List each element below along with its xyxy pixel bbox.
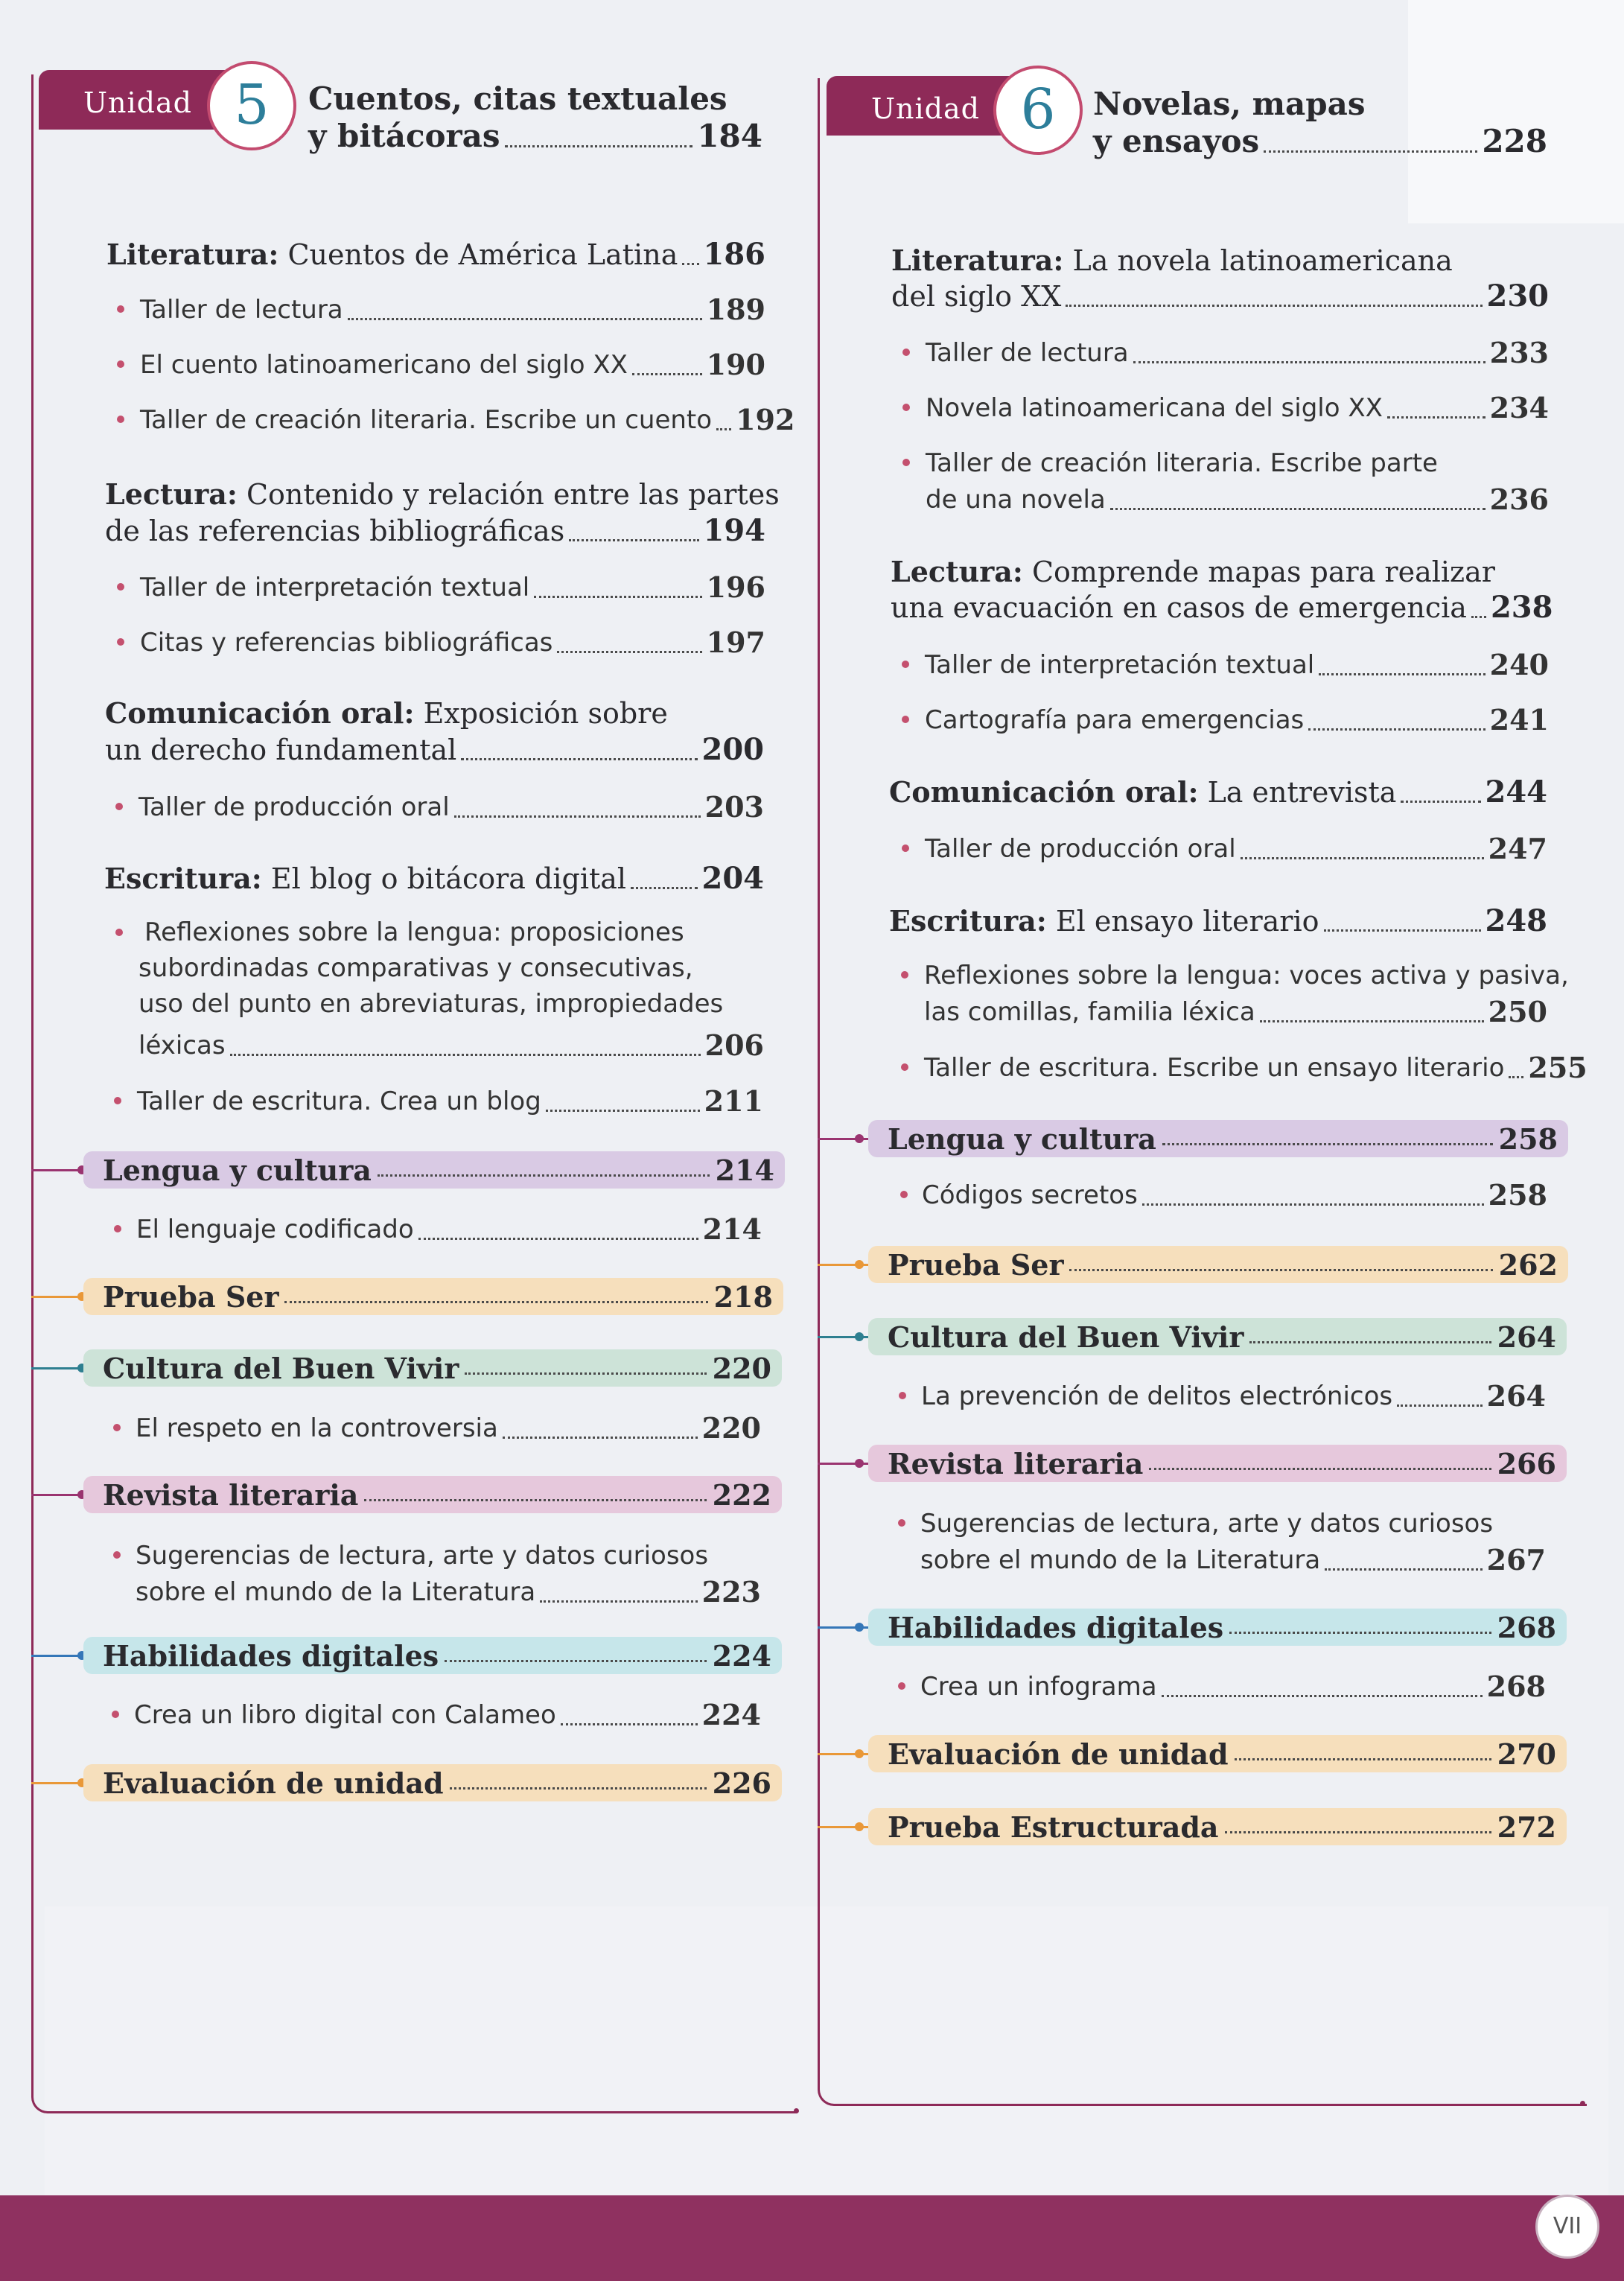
page-number: 226 (712, 1766, 771, 1800)
bar-evaluacion-unidad[interactable] (868, 1735, 1567, 1772)
section-title-line2: un derecho fundamental (105, 734, 457, 766)
bullet-icon (899, 1392, 906, 1399)
item-label-line2: de una novela (926, 485, 1106, 515)
page-number: 267 (1486, 1543, 1546, 1577)
leader-dots (1264, 150, 1477, 153)
bullet-icon (902, 404, 910, 411)
page-number: 197 (706, 626, 765, 659)
page-number: 244 (1485, 774, 1547, 809)
leader-dots (1397, 1404, 1483, 1407)
unit-5-number: 5 (207, 61, 296, 150)
leader-dots (1069, 1269, 1492, 1271)
page-number: 250 (1488, 995, 1547, 1028)
item-label-line2: las comillas, familia léxica (924, 997, 1255, 1027)
item-label: Cartografía para emergencias (925, 705, 1305, 735)
item-label: Crea un libro digital con Calameo (134, 1700, 556, 1730)
toc-item-taller-lectura[interactable] (926, 335, 1549, 371)
bullet-icon (898, 1682, 905, 1690)
toc-item-reflexiones-line1 (924, 958, 1569, 993)
item-label: Códigos secretos (922, 1180, 1138, 1210)
item-label: La prevención de delitos electrónicos (921, 1381, 1393, 1411)
bar-prueba-estructurada[interactable] (868, 1808, 1567, 1845)
page-number: 224 (712, 1638, 771, 1673)
bullet-icon (902, 349, 910, 356)
section-heading: Escritura: (104, 862, 262, 895)
leader-dots (1110, 508, 1486, 510)
bar-label: Cultura del Buen Vivir (103, 1351, 459, 1385)
frame-end-dot (1580, 2101, 1585, 2106)
leader-dots (1066, 305, 1482, 307)
item-label: Taller de interpretación textual (925, 650, 1315, 680)
item-label-line1: Reflexiones sobre la lengua: proposiciones (144, 917, 684, 947)
bar-revista-literaria[interactable] (868, 1445, 1567, 1482)
leader-dots (1162, 1143, 1493, 1145)
toc-entry-lectura[interactable] (891, 590, 1553, 626)
item-label-line2: sobre el mundo de la Literatura (920, 1545, 1321, 1575)
page-number: 258 (1488, 1178, 1547, 1212)
section-title-line2: del siglo XX (891, 280, 1062, 313)
item-label: Taller de lectura (140, 295, 343, 325)
section-heading: Lectura: (891, 555, 1023, 588)
page-number: 236 (1489, 483, 1549, 516)
item-label: Citas y referencias bibliográficas (140, 628, 553, 658)
section-title: Contenido y relación entre las partes (237, 478, 780, 511)
item-label-line1: Reflexiones sobre la lengua: voces activa y pasiva, (924, 961, 1569, 990)
unit-label: Unidad (871, 92, 980, 125)
bullet-icon (898, 1519, 905, 1527)
page-number-badge: VII (1535, 2195, 1599, 2259)
unit-title-line1: Novelas, mapas (1093, 86, 1366, 122)
page-number: 240 (1489, 648, 1549, 681)
section-title-line2: una evacuación en casos de emergencia (891, 591, 1467, 624)
section-heading: Lectura: (105, 477, 238, 511)
section-heading: Comunicación oral: (889, 775, 1199, 809)
bullet-icon (901, 1063, 908, 1071)
item-label: Crea un infograma (920, 1672, 1157, 1702)
leader-dots (1249, 1341, 1491, 1343)
page-number: 247 (1488, 832, 1547, 865)
page-number: 248 (1485, 903, 1547, 938)
item-label-line1: Sugerencias de lectura, arte y datos curiosos (136, 1541, 709, 1571)
bar-label: Revista literaria (103, 1477, 359, 1512)
page-number: 258 (1498, 1122, 1558, 1156)
item-label-line3: uso del punto en abreviaturas, impropiedades (138, 989, 724, 1019)
section-heading: Literatura: (106, 238, 279, 271)
page-number: 211 (704, 1084, 763, 1118)
item-label: Taller de creación literaria. Escribe un cuento (140, 405, 713, 435)
item-label: El respeto en la controversia (136, 1413, 498, 1443)
bar-connector-dot (855, 1749, 864, 1758)
page-number: 262 (1498, 1247, 1558, 1282)
leader-dots (1241, 857, 1484, 859)
leader-dots (1162, 1695, 1483, 1697)
item-label: El lenguaje codificado (136, 1215, 414, 1244)
toc-item-reflexiones[interactable] (924, 994, 1547, 1030)
section-title: Comprende mapas para realizar (1022, 556, 1495, 588)
toc-item-sugerencias-line1 (920, 1506, 1493, 1542)
section-title: Cuentos de América Latina (278, 238, 678, 271)
toc-item-creacion[interactable] (926, 482, 1549, 518)
bar-label: Habilidades digitales (103, 1638, 439, 1673)
page-number: 233 (1489, 336, 1549, 369)
toc-item-codigos-secretos[interactable] (922, 1177, 1547, 1213)
page-number: 272 (1497, 1810, 1556, 1844)
toc-entry-comunicacion[interactable] (889, 774, 1547, 810)
bar-label: Revista literaria (888, 1446, 1144, 1480)
page-number: 241 (1489, 703, 1549, 737)
item-label: Novela latinoamericana del siglo XX (926, 393, 1383, 423)
item-label: Taller de producción oral (925, 834, 1236, 864)
bar-connector-dot (855, 1134, 864, 1143)
toc-item-infograma[interactable] (920, 1669, 1546, 1705)
leader-dots (1235, 1758, 1491, 1760)
section-title: El ensayo literario (1046, 905, 1319, 938)
page-number: 255 (1528, 1051, 1588, 1084)
bullet-icon (902, 844, 909, 852)
bullet-icon (902, 716, 909, 723)
page-number: 222 (712, 1477, 771, 1512)
item-label-line2: subordinadas comparativas y consecutivas, (138, 953, 693, 983)
page-number: 214 (702, 1212, 762, 1246)
bar-prueba-ser[interactable] (868, 1246, 1568, 1283)
page-number: 268 (1486, 1670, 1546, 1703)
page-number: 220 (712, 1351, 771, 1385)
bar-label: Cultura del Buen Vivir (888, 1320, 1244, 1354)
page-number: 270 (1497, 1737, 1556, 1771)
section-title-line2: de las referencias bibliográficas (105, 515, 565, 547)
toc-item-creacion-line1 (926, 445, 1438, 481)
leader-dots (1225, 1831, 1491, 1833)
bullet-icon (902, 459, 910, 466)
page-number: 190 (706, 348, 765, 381)
toc-item-novela-siglo-xx[interactable] (926, 390, 1549, 426)
page-number: 184 (697, 118, 762, 154)
page-number: 224 (701, 1698, 761, 1731)
section-title: La novela latinoamericana (1063, 244, 1453, 277)
bar-label: Prueba Ser (888, 1247, 1064, 1282)
page-number: 234 (1489, 391, 1549, 424)
bar-label: Prueba Estructurada (888, 1810, 1219, 1844)
bullet-icon (900, 1191, 908, 1198)
unit-title-line2: y ensayos (1093, 123, 1260, 159)
page-number: 194 (703, 513, 765, 548)
page-number: 189 (706, 293, 765, 326)
page-number: 186 (703, 237, 765, 272)
bar-label: Evaluación de unidad (103, 1766, 444, 1800)
page-number: 268 (1497, 1610, 1556, 1644)
leader-dots (1142, 1203, 1484, 1206)
bar-label: Habilidades digitales (888, 1610, 1224, 1644)
leader-dots (1308, 728, 1485, 731)
item-label: Taller de producción oral (138, 792, 450, 822)
bar-habilidades-digitales[interactable] (868, 1609, 1567, 1646)
bar-connector-dot (855, 1260, 864, 1269)
bar-connector-dot (855, 1332, 864, 1341)
bullet-icon (901, 971, 908, 979)
leader-dots (1401, 801, 1480, 803)
section-heading: Comunicación oral: (105, 696, 415, 730)
page-number: 192 (736, 403, 795, 436)
page-number: 264 (1486, 1379, 1546, 1413)
bar-connector-dot (855, 1459, 864, 1468)
section-title: El blog o bitácora digital (261, 862, 627, 895)
page-number: 214 (715, 1153, 774, 1187)
unit-label: Unidad (83, 86, 192, 119)
toc-item-cartografia[interactable] (925, 702, 1549, 738)
page-number: 230 (1486, 279, 1549, 314)
toc-item-delitos-electronicos[interactable] (921, 1378, 1546, 1414)
page-number: 238 (1490, 590, 1553, 625)
toc-entry-escritura[interactable] (889, 903, 1547, 939)
toc-item-taller-escritura[interactable] (924, 1050, 1588, 1086)
leader-dots (1509, 1076, 1523, 1078)
toc-entry-lectura-line1 (891, 554, 1495, 590)
page-number: 204 (701, 861, 764, 896)
page-number: 203 (704, 790, 764, 824)
page-number: 223 (701, 1575, 761, 1609)
bullet-icon (902, 661, 909, 668)
toc-item-interpretacion[interactable] (925, 647, 1549, 683)
section-title: Exposición sobre (414, 697, 668, 730)
bar-cultura-buen-vivir[interactable] (868, 1318, 1567, 1355)
item-label: El cuento latinoamericano del siglo XX (140, 350, 628, 380)
unit-title-line2-row[interactable] (1093, 123, 1547, 160)
leader-dots (1149, 1468, 1491, 1470)
leader-dots (1324, 929, 1481, 932)
unit-6-number: 6 (993, 66, 1083, 155)
section-heading: Escritura: (889, 904, 1047, 938)
bar-connector-dot (855, 1623, 864, 1632)
page-number: 228 (1482, 123, 1547, 159)
toc-entry-literatura[interactable] (891, 279, 1549, 314)
leader-dots (1260, 1020, 1484, 1022)
unit-6-frame (818, 78, 1587, 2106)
bar-label: Lengua y cultura (103, 1153, 372, 1187)
page-number: 196 (706, 570, 765, 604)
page-number: 218 (713, 1279, 773, 1314)
item-label-line1: Taller de creación literaria. Escribe parte (926, 448, 1438, 478)
item-label: Taller de interpretación textual (140, 573, 530, 602)
leader-dots (1387, 416, 1486, 419)
page-number: 220 (701, 1411, 761, 1445)
item-label: Taller de escritura. Crea un blog (137, 1087, 541, 1116)
page-number: 264 (1497, 1320, 1556, 1354)
item-label-line4: léxicas (138, 1031, 226, 1060)
toc-item-sugerencias[interactable] (920, 1542, 1546, 1578)
section-title: La entrevista (1198, 776, 1397, 809)
toc-item-produccion-oral[interactable] (925, 831, 1547, 867)
bar-label: Lengua y cultura (888, 1122, 1156, 1156)
item-label: Taller de escritura. Escribe un ensayo literario (924, 1053, 1505, 1083)
bar-lengua-cultura[interactable] (868, 1120, 1568, 1157)
unit-title-line2: y bitácoras (308, 118, 500, 154)
toc-entry-literatura-line1 (891, 243, 1453, 279)
section-heading: Literatura: (891, 244, 1064, 277)
page-number: 266 (1497, 1446, 1556, 1480)
leader-dots (1325, 1568, 1482, 1571)
bar-label: Prueba Ser (103, 1279, 279, 1314)
bar-connector-dot (855, 1822, 864, 1831)
item-label: Taller de lectura (926, 338, 1129, 368)
item-label-line1: Sugerencias de lectura, arte y datos curiosos (920, 1509, 1494, 1539)
page-number: 200 (701, 732, 764, 767)
bar-label: Evaluación de unidad (888, 1737, 1229, 1771)
unit-6-title (1093, 86, 1547, 160)
leader-dots (1319, 673, 1485, 675)
leader-dots (1229, 1632, 1491, 1634)
item-label-line2: sobre el mundo de la Literatura (136, 1577, 536, 1607)
unit-title-line1: Cuentos, citas textuales (308, 80, 727, 117)
page-number: 206 (704, 1028, 764, 1062)
leader-dots (1133, 361, 1486, 363)
footer-band (0, 2195, 1624, 2281)
leader-dots (1471, 616, 1486, 618)
